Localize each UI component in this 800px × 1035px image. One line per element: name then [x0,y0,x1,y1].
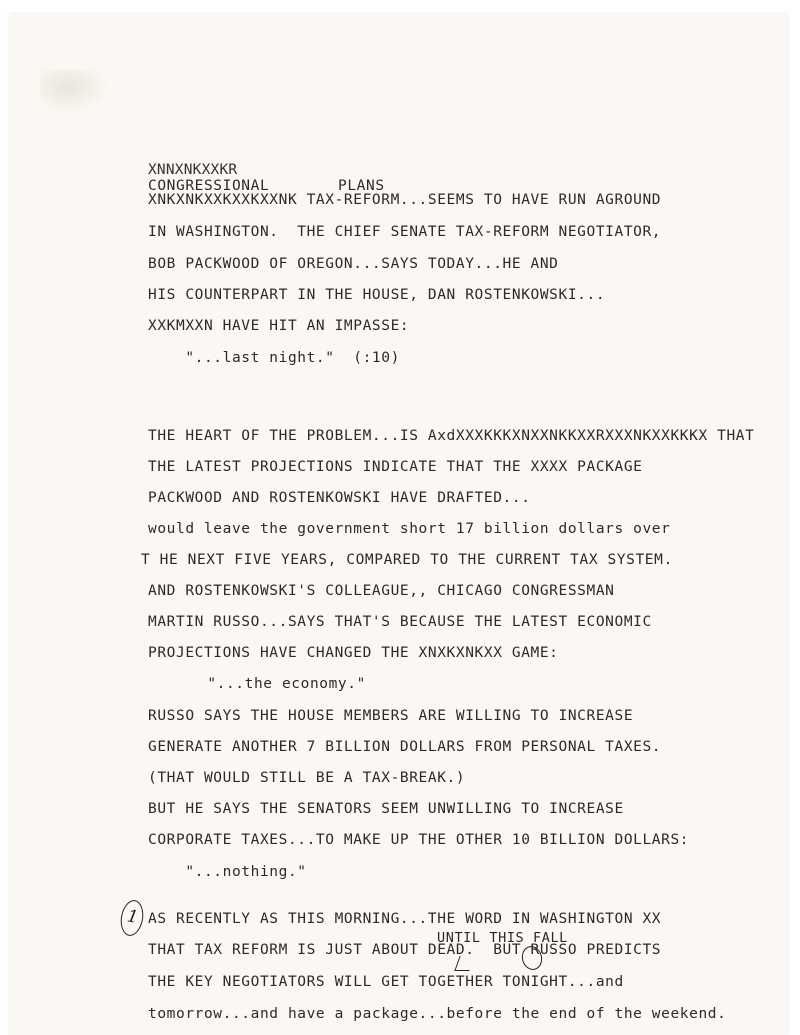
script-line: XNKXNKXXKXXKXXNK TAX-REFORM...SEEMS TO HAVE RUN AGROUND [148,192,662,208]
script-line: THE KEY NEGOTIATORS WILL GET TOGETHER TONIGHT...and [148,974,624,990]
script-line: T HE NEXT FIVE YEARS, COMPARED TO THE CURRENT TAX SYSTEM. [141,552,673,568]
handwritten-insertion: UNTIL THIS FALL [437,930,568,946]
script-line: PROJECTIONS HAVE CHANGED THE XNXKXNKXX GAME: [148,645,559,661]
quote-line: "...last night." (:10) [148,350,400,366]
struck-header-label: XNNXNKXXKR [148,162,238,178]
header-label-congressional: CONGRESSIONAL [148,178,270,194]
script-line: THE HEART OF THE PROBLEM...IS AxdXXXKKKXNXXNKKXXRXXXNKXXKKKX THAT [148,428,755,444]
script-line: THAT TAX REFORM IS JUST ABOUT DEAD. BUT RUSSO PREDICTS [148,942,662,958]
script-line: BUT HE SAYS THE SENATORS SEEM UNWILLING TO INCREASE [148,801,624,817]
circled-number-mark [118,898,146,937]
quote-line: "...the economy." [170,676,366,692]
script-line: PACKWOOD AND ROSTENKOWSKI HAVE DRAFTED... [148,490,531,506]
typewritten-page [10,14,788,1035]
script-line: GENERATE ANOTHER 7 BILLION DOLLARS FROM PERSONAL TAXES. [148,739,662,755]
script-line: CORPORATE TAXES...TO MAKE UP THE OTHER 10 BILLION DOLLARS: [148,832,690,848]
script-line: AS RECENTLY AS THIS MORNING...THE WORD IN WASHINGTON XX [148,911,662,927]
quote-line: "...nothing." [148,864,307,880]
script-line: (THAT WOULD STILL BE A TAX-BREAK.) [148,770,466,786]
margin-number: 1 [125,906,140,928]
script-line: would leave the government short 17 billion dollars over [148,521,671,537]
header-label-plans: PLANS [338,178,385,194]
script-line: HIS COUNTERPART IN THE HOUSE, DAN ROSTENKOWSKI... [148,287,606,303]
insertion-caret-mark [454,956,474,971]
script-line: AND ROSTENKOWSKI'S COLLEAGUE,, CHICAGO CONGRESSMAN [148,583,615,599]
script-line: BOB PACKWOOD OF OREGON...SAYS TODAY...HE AND [148,256,559,272]
paper-smudge [40,69,110,114]
script-line: THE LATEST PROJECTIONS INDICATE THAT THE XXXX PACKAGE [148,459,643,475]
script-line: IN WASHINGTON. THE CHIEF SENATE TAX-REFORM NEGOTIATOR, [148,224,662,240]
script-line: MARTIN RUSSO...SAYS THAT'S BECAUSE THE LATEST ECONOMIC [148,614,652,630]
script-line: tomorrow...and have a package...before the end of the weekend. [148,1006,727,1022]
script-line: RUSSO SAYS THE HOUSE MEMBERS ARE WILLING TO INCREASE [148,708,634,724]
script-line: XXKMXXN HAVE HIT AN IMPASSE: [148,318,410,334]
